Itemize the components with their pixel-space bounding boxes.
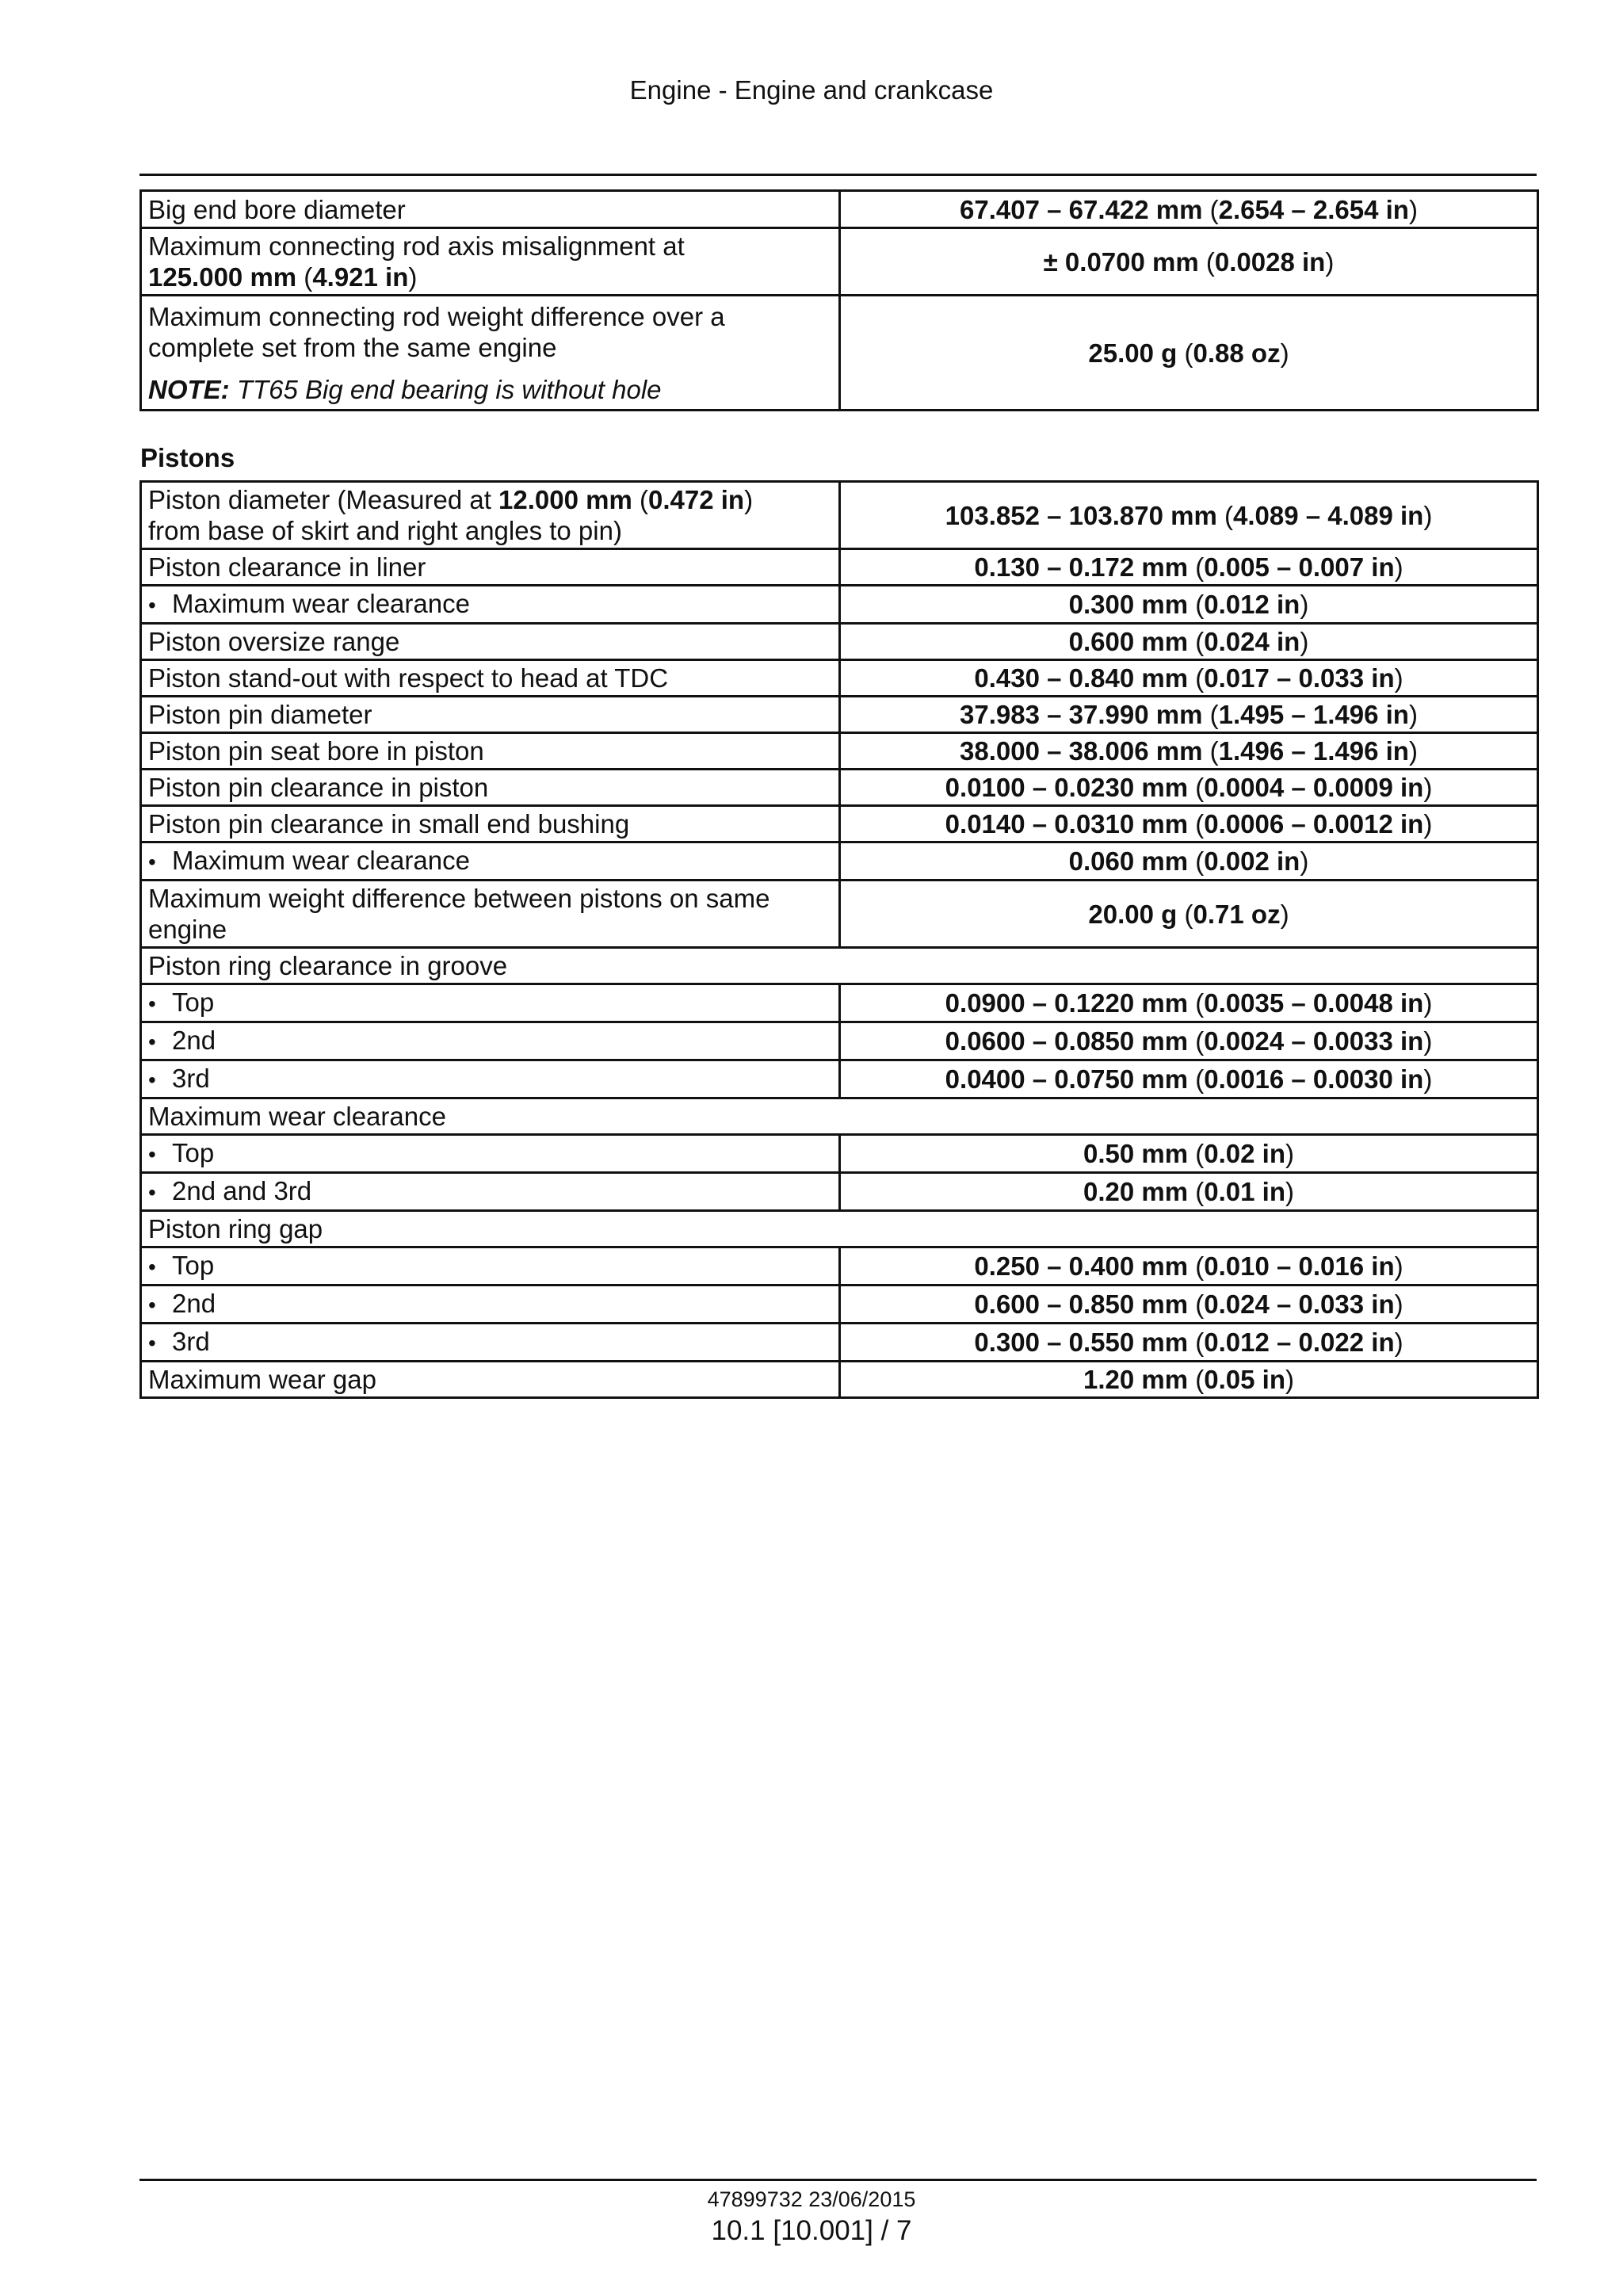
spec-label: Piston stand-out with respect to head at TDC [141,660,840,697]
footer-page-number: 10.1 [10.001] / 7 [711,2215,912,2246]
spec-value: 20.00 g (0.71 oz) [840,881,1538,948]
spec-value: 0.20 mm (0.01 in) [840,1173,1538,1211]
table-row [141,660,1538,697]
table-row [141,697,1538,733]
spec-label: • 2nd and 3rd [141,1173,840,1211]
spec-group-label: Piston ring clearance in groove [141,948,1538,984]
spec-value: 0.300 mm (0.012 in) [840,586,1538,624]
spec-label: • Maximum wear clearance [141,842,840,881]
spec-value: 1.20 mm (0.05 in) [840,1362,1538,1398]
spec-value: 37.983 – 37.990 mm (1.495 – 1.496 in) [840,697,1538,733]
note-text: NOTE: TT65 Big end bearing is without hole [148,374,662,404]
table-row [141,948,1538,984]
table-row [141,770,1538,806]
table-row [141,191,1538,228]
spec-label: Piston pin diameter [141,697,840,733]
spec-label: • Maximum wear clearance [141,586,840,624]
spec-value: 0.430 – 0.840 mm (0.017 – 0.033 in) [840,660,1538,697]
spec-value: 25.00 g (0.88 oz) [840,296,1538,411]
table-row [141,806,1538,842]
spec-label: Maximum weight difference between pistons on same engine [141,881,840,948]
page-header-title: Engine - Engine and crankcase [629,75,994,105]
footer-rule [139,2179,1537,2181]
spec-value: ± 0.0700 mm (0.0028 in) [840,228,1538,296]
table-row [141,733,1538,770]
spec-label: Piston diameter (Measured at 12.000 mm (0.472 in) from base of skirt and right angles to pin) [141,482,840,549]
spec-value: 67.407 – 67.422 mm (2.654 – 2.654 in) [840,191,1538,228]
spec-label: • 3rd [141,1060,840,1098]
section-heading-pistons: Pistons [140,443,235,472]
table-row [141,549,1538,586]
connecting-rod-spec-table [139,189,1539,411]
table-row [141,624,1538,660]
spec-label: Piston pin clearance in piston [141,770,840,806]
spec-value: 0.50 mm (0.02 in) [840,1135,1538,1173]
table-row [141,1135,1538,1173]
table-row [141,228,1538,296]
spec-value: 0.0400 – 0.0750 mm (0.0016 – 0.0030 in) [840,1060,1538,1098]
table-row [141,881,1538,948]
spec-value: 0.0100 – 0.0230 mm (0.0004 – 0.0009 in) [840,770,1538,806]
spec-value: 103.852 – 103.870 mm (4.089 – 4.089 in) [840,482,1538,549]
spec-value: 0.250 – 0.400 mm (0.010 – 0.016 in) [840,1247,1538,1286]
spec-value: 0.0140 – 0.0310 mm (0.0006 – 0.0012 in) [840,806,1538,842]
table-row [141,1060,1538,1098]
header-rule [139,174,1537,176]
spec-value: 0.300 – 0.550 mm (0.012 – 0.022 in) [840,1324,1538,1362]
table-row [141,1098,1538,1135]
table-row [141,1247,1538,1286]
spec-value: 0.130 – 0.172 mm (0.005 – 0.007 in) [840,549,1538,586]
spec-label: • 2nd [141,1286,840,1324]
spec-label: Piston clearance in liner [141,549,840,586]
spec-value: 0.600 – 0.850 mm (0.024 – 0.033 in) [840,1286,1538,1324]
table-row [141,586,1538,624]
spec-label: Piston pin seat bore in piston [141,733,840,770]
spec-label: Maximum wear gap [141,1362,840,1398]
spec-label: • Top [141,984,840,1022]
spec-group-label: Maximum wear clearance [141,1098,1538,1135]
spec-group-label: Piston ring gap [141,1211,1538,1247]
spec-value: 0.600 mm (0.024 in) [840,624,1538,660]
spec-value: 0.0600 – 0.0850 mm (0.0024 – 0.0033 in) [840,1022,1538,1060]
table-row [141,842,1538,881]
spec-label: Maximum connecting rod weight difference over a complete set from the same engine NOTE: TT65 Big end bearing is without hole [141,296,840,411]
spec-label: Maximum connecting rod axis misalignment at 125.000 mm (4.921 in) [141,228,840,296]
table-row [141,1211,1538,1247]
spec-label: Big end bore diameter [141,191,840,228]
spec-value: 0.0900 – 0.1220 mm (0.0035 – 0.0048 in) [840,984,1538,1022]
table-row [141,984,1538,1022]
spec-label: • Top [141,1135,840,1173]
pistons-spec-table [139,480,1539,1399]
table-row [141,1324,1538,1362]
table-row [141,1286,1538,1324]
spec-label: Piston pin clearance in small end bushing [141,806,840,842]
spec-label: • 2nd [141,1022,840,1060]
spec-value: 38.000 – 38.006 mm (1.496 – 1.496 in) [840,733,1538,770]
table-row [141,1362,1538,1398]
spec-label: • 3rd [141,1324,840,1362]
table-row [141,1022,1538,1060]
spec-label: • Top [141,1247,840,1286]
table-row [141,1173,1538,1211]
table-row [141,296,1538,411]
footer-document-id: 47899732 23/06/2015 [707,2187,916,2211]
table-row [141,482,1538,549]
spec-value: 0.060 mm (0.002 in) [840,842,1538,881]
spec-label: Piston oversize range [141,624,840,660]
